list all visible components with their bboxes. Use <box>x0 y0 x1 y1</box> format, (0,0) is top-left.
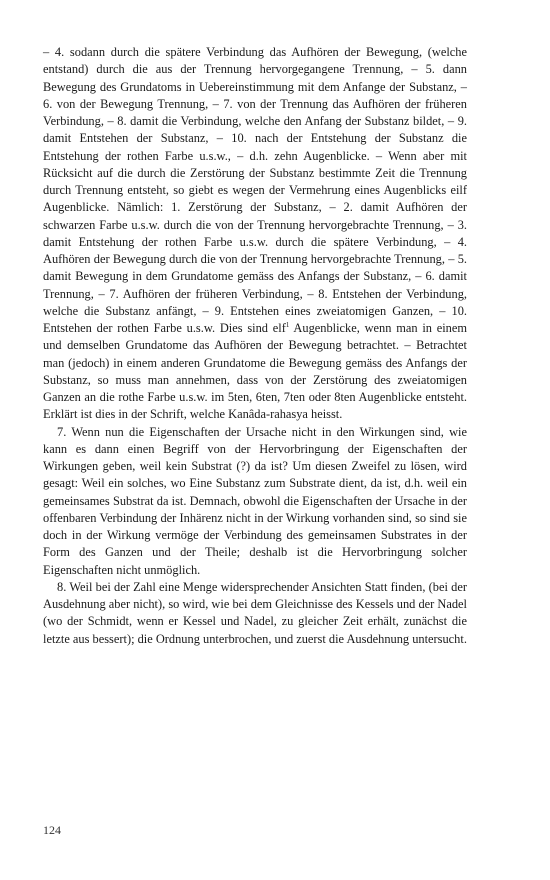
page-body <box>43 44 467 648</box>
paragraph-2: 7. Wenn nun die Eigenschaften der Ursache nicht in den Wirkungen sind, wie kann es dann einen Begriff von der Hervorbringung der Eigenschaften der Wirkungen geben, weil kein Substrat (?) da ist? Um diesen Zweifel zu lösen, wird gesagt: Weil ein solches, wo Eine Substanz zum Substrate dient, da ist, d.h. weil ein gemeinsames Substrat da ist. Demnach, obwohl die Eigenschaften der Ursache in der offenbaren Verbindung der Inhärenz nicht in der Wirkung vorhanden sind, so sind sie doch in der Wirkung vermöge der Verbindung des gemeinsamen Substrates in der Form des Ganzen und der Theile; deshalb ist die Hervorbringung solcher Eigenschaften nicht unmöglich. <box>43 424 467 577</box>
paragraph-1 <box>43 44 467 424</box>
paragraph-1-text: – 4. sodann durch die spätere Verbindung das Aufhören der Bewegung, (welche entstand) durch die aus der Trennung hervorgegangene Trennung, – 5. dann Bewegung des Grundatoms in Uebereinstimmung mit dem Anfange der Substanz, – 6. von der Bewegung Trennung, – 7. von der Trennung das Aufhören der früheren Verbindung, – 8. damit die Verbindung, welche den Anfang der Substanz bildet, – 9. damit Entstehen der Substanz, – 10. nach der Entstehung der Substanz die Entstehung der rothen Farbe u.s.w., – d.h. zehn Augenblicke. – Wenn aber mit Rücksicht auf die durch die Zerstörung der Substanz bestimmte Zeit die Trennung durch Trennung entsteht, so giebt es wegen der Vermehrung eines Augenblicks eilf Augenblicke. Nämlich: 1. Zerstörung der Substanz, – 2. damit Aufhören der schwarzen Farbe u.s.w. durch die von der Trennung hervorgebrachte Trennung, – 3. damit Entstehung der rothen Farbe u.s.w. durch die spätere Verbindung, – 4. Aufhören der Bewegung durch die von der Trennung hervorgebrachte Trennung, – 5. damit Bewegung in dem Grundatome gemäss des Anfangs der Substanz, – 6. damit Trennung, – 7. Aufhören der früheren Verbindung, – 8. Entstehen der Verbindung, welche die Substanz anfängt, – 9. Entstehen eines zweiatomigen Ganzen, – 10. Entstehen der rothen Farbe u.s.w. Dies sind elf <box>43 45 467 335</box>
footnote-marker: 1 <box>285 321 290 329</box>
paragraph-3: 8. Weil bei der Zahl eine Menge widersprechender Ansichten Statt finden, (bei der Ausdehnung aber nicht), so wird, wie bei dem Gleichnisse des Kessels und der Nadel (wo der Schmidt, wenn er Kessel und Nadel, zu gleicher Zeit erhält, zunächst die letzte aus bessert); die Ordnung unterbrochen, und zuerst die Ausdehnung untersucht. <box>43 579 467 646</box>
paragraph-1-text-continued: Augenblicke, wenn man in einem und demselben Grundatome das Aufhören der Bewegung betrachtet. – Betrachtet man (jedoch) in einem anderen Grundatome die Bewegung gemäss des Anfangs der Substanz, so muss man annehmen, dass von der Zerstörung des zweiatomigen Ganzen an die rothe Farbe u.s.w. im 5ten, 6ten, 7ten oder 8ten Augenblicke entsteht. Erklärt ist dies in der Schrift, welche Kanâda-rahasya heisst. <box>43 321 468 422</box>
page-number: 124 <box>43 823 61 837</box>
